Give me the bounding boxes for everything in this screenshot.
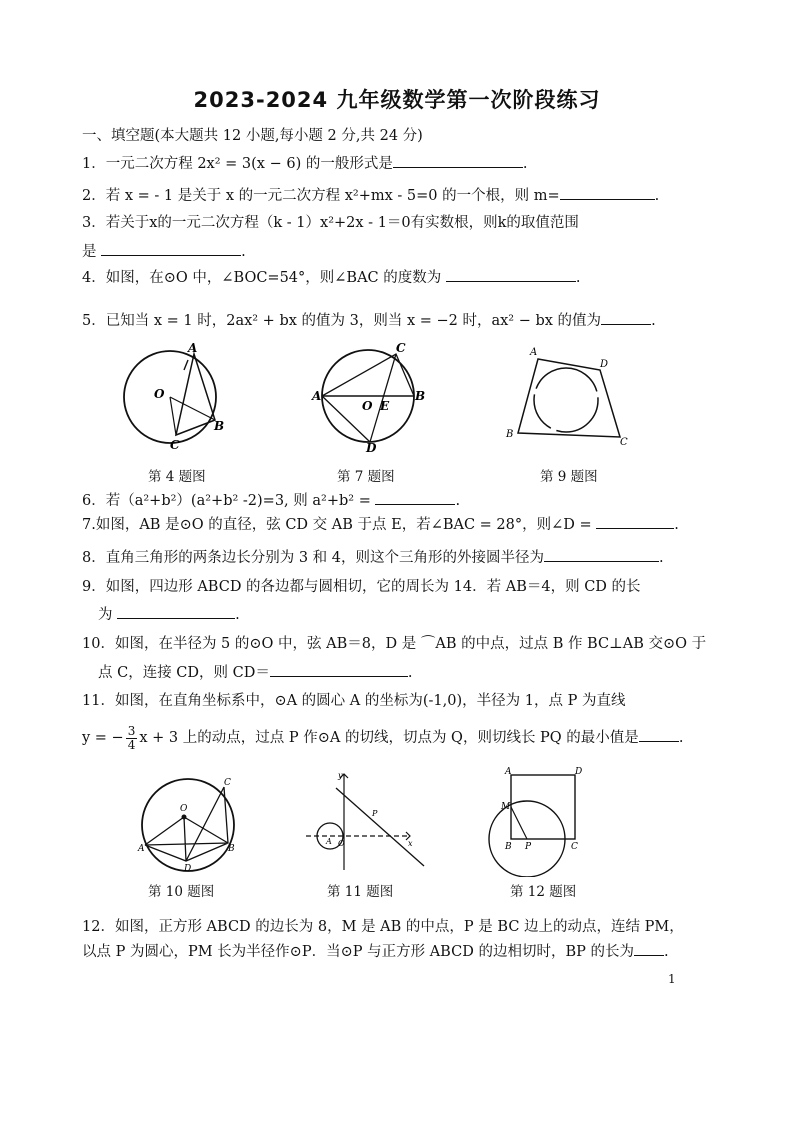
label-y: y [338,771,343,780]
label-a: A [505,767,512,777]
answer-blank [270,662,408,677]
label-d: D [184,864,192,874]
chord-lines [145,787,228,861]
answer-blank [393,153,523,168]
label-a: A [530,347,538,358]
label-o: O [338,839,345,848]
label-b: B [214,419,225,433]
label-a: A [312,389,322,403]
label-x: x [408,839,413,848]
figure-11 [300,770,440,875]
question-3 [82,213,579,233]
answer-blank [601,310,651,325]
label-c: C [396,342,406,355]
answer-blank [544,547,659,562]
answer-blank [117,604,235,619]
question-10-text-2: 点 C，连接 CD，则 CD＝ [98,665,270,681]
question-9-continued: 为 . [98,604,240,625]
label-e: E [380,399,390,413]
label-p: P [525,842,532,852]
section-heading: 一、填空题(本大题共 12 小题,每小题 2 分,共 24 分) [82,128,423,144]
angle-mark [184,360,188,370]
question-2-text: 2．若 x = - 1 是关于 x 的一元二次方程 x²+mx - 5=0 的一个根，则 m= [82,188,560,204]
label-b: B [505,842,512,852]
question-2: 2．若 x = - 1 是关于 x 的一元二次方程 x²+mx - 5=0 的一个根，则 m= . [82,185,659,206]
answer-blank [560,185,655,200]
question-4: 4．如图，在⊙O 中，∠BOC=54°，则∠BAC 的度数为 . [82,267,580,288]
label-b: B [506,429,514,440]
question-10-continued: 点 C，连接 CD，则 CD＝ . [98,662,412,683]
segment-pm [511,807,527,839]
question-3-text: 3．若关于x的一元二次方程（k - 1）x²+2x - 1＝0有实数根，则k的取值范围 [82,215,579,231]
answer-blank [375,490,455,505]
fraction-numerator: 3 [127,723,136,738]
label-o: O [154,387,165,401]
question-6: 6．若（a²+b²）(a²+b² -2)=3, 则 a²+b² = . [82,490,460,511]
question-5-text: 5．已知当 x = 1 时，2ax² + bx 的值为 3，则当 x = −2 时，ax² − bx 的值为 [82,313,602,329]
label-m: M [501,802,511,812]
caption-figure-10: 第 10 题图 [148,884,215,900]
answer-blank [634,941,664,956]
question-6-text: 6．若（a²+b²）(a²+b² -2)=3, 则 a²+b² = [82,493,371,509]
question-12-text-2: 以点 P 为圆心，PM 长为半径作⊙P．当⊙P 与正方形 ABCD 的边相切时，BP 的长为 [82,944,634,960]
question-10 [82,634,706,654]
question-11 [82,691,625,711]
question-12 [82,917,684,937]
question-3-continued: 是 . [82,241,246,262]
question-1-text: 1．一元二次方程 2x² = 3(x − 6) 的一般形式是 [82,156,393,172]
question-7-text: 7.如图，AB 是⊙O 的直径，弦 CD 交 AB 于点 E，若∠BAC = 28°，则∠D = [82,517,592,533]
question-9-text-2: 为 [98,607,113,623]
label-o: O [180,804,188,814]
fraction-denominator: 4 [127,737,136,752]
caption-figure-7: 第 7 题图 [337,469,395,485]
question-11-line-prefix: y = − [82,730,124,746]
figure-12 [485,765,595,877]
label-d: D [575,767,583,777]
label-d: D [600,359,609,370]
label-a: A [138,844,145,854]
question-8-text: 8．直角三角形的两条边长分别为 3 和 4，则这个三角形的外接圆半径为 [82,550,545,566]
label-c: C [571,842,578,852]
label-p: P [372,809,378,818]
answer-blank [446,267,576,282]
question-5: 5．已知当 x = 1 时，2ax² + bx 的值为 3，则当 x = −2 时，ax² − bx 的值为 . [82,310,656,331]
caption-figure-12: 第 12 题图 [510,884,577,900]
question-11-continued: y = − $\frac{3}{4}$ x + 3 上的动点，过点 P 作⊙A 的切线，切点为 Q，则切线长 PQ 的最小值是 . [82,723,684,752]
question-9 [82,577,641,597]
question-3-text-2: 是 [82,244,97,260]
question-9-text: 9．如图，四边形 ABCD 的各边都与圆相切，它的周长为 14．若 AB＝4，则 CD 的长 [82,579,641,595]
label-b: B [228,844,235,854]
caption-figure-11: 第 11 题图 [327,884,394,900]
quadrilateral-abcd [518,359,620,437]
center-dot [182,815,187,820]
label-b: B [415,389,426,403]
figure-7 [310,342,428,454]
question-8: 8．直角三角形的两条边长分别为 3 和 4，则这个三角形的外接圆半径为 . [82,547,664,568]
fraction-three-quarters [126,725,138,752]
question-11-line-rest: x + 3 上的动点，过点 P 作⊙A 的切线，切点为 Q，则切线长 PQ 的最小值是 [139,730,639,746]
answer-blank [639,727,679,742]
question-12-continued: 以点 P 为圆心，PM 长为半径作⊙P．当⊙P 与正方形 ABCD 的边相切时，BP 的长为 . [82,941,669,962]
line-y [336,788,424,866]
figure-4 [118,342,230,454]
label-o: O [362,399,373,413]
page-number: 1 [668,972,676,986]
label-d: D [366,441,377,454]
triangle-abc [176,354,215,435]
inscribed-circle [534,368,598,432]
question-12-text: 12．如图，正方形 ABCD 的边长为 8，M 是 AB 的中点，P 是 BC 边上的动点，连结 PM， [82,919,684,935]
label-a: A [326,837,332,846]
label-a: A [188,342,198,355]
question-11-text: 11．如图，在直角坐标系中，⊙A 的圆心 A 的坐标为(-1,0)，半径为 1，点 P 为直线 [82,693,626,709]
question-4-text: 4．如图，在⊙O 中，∠BOC=54°，则∠BAC 的度数为 [82,270,442,286]
question-1: 1．一元二次方程 2x² = 3(x − 6) 的一般形式是 . [82,153,527,174]
label-c: C [620,437,628,448]
answer-blank [596,514,674,529]
figure-10 [136,775,246,877]
square-abcd [511,775,575,839]
label-c: C [224,778,231,788]
caption-figure-4: 第 4 题图 [148,469,206,485]
answer-blank [101,241,241,256]
question-10-text: 10．如图，在半径为 5 的⊙O 中，弦 AB＝8，D 是 ⌒AB 的中点，过点 B 作 BC⊥AB 交⊙O 于 [82,636,707,652]
question-7: 7.如图，AB 是⊙O 的直径，弦 CD 交 AB 于点 E，若∠BAC = 28°，则∠D = . [82,514,679,535]
caption-figure-9: 第 9 题图 [540,469,598,485]
label-c: C [170,438,180,452]
figure-9 [500,345,635,450]
page-title: 2023-2024 九年级数学第一次阶段练习 [193,88,601,112]
